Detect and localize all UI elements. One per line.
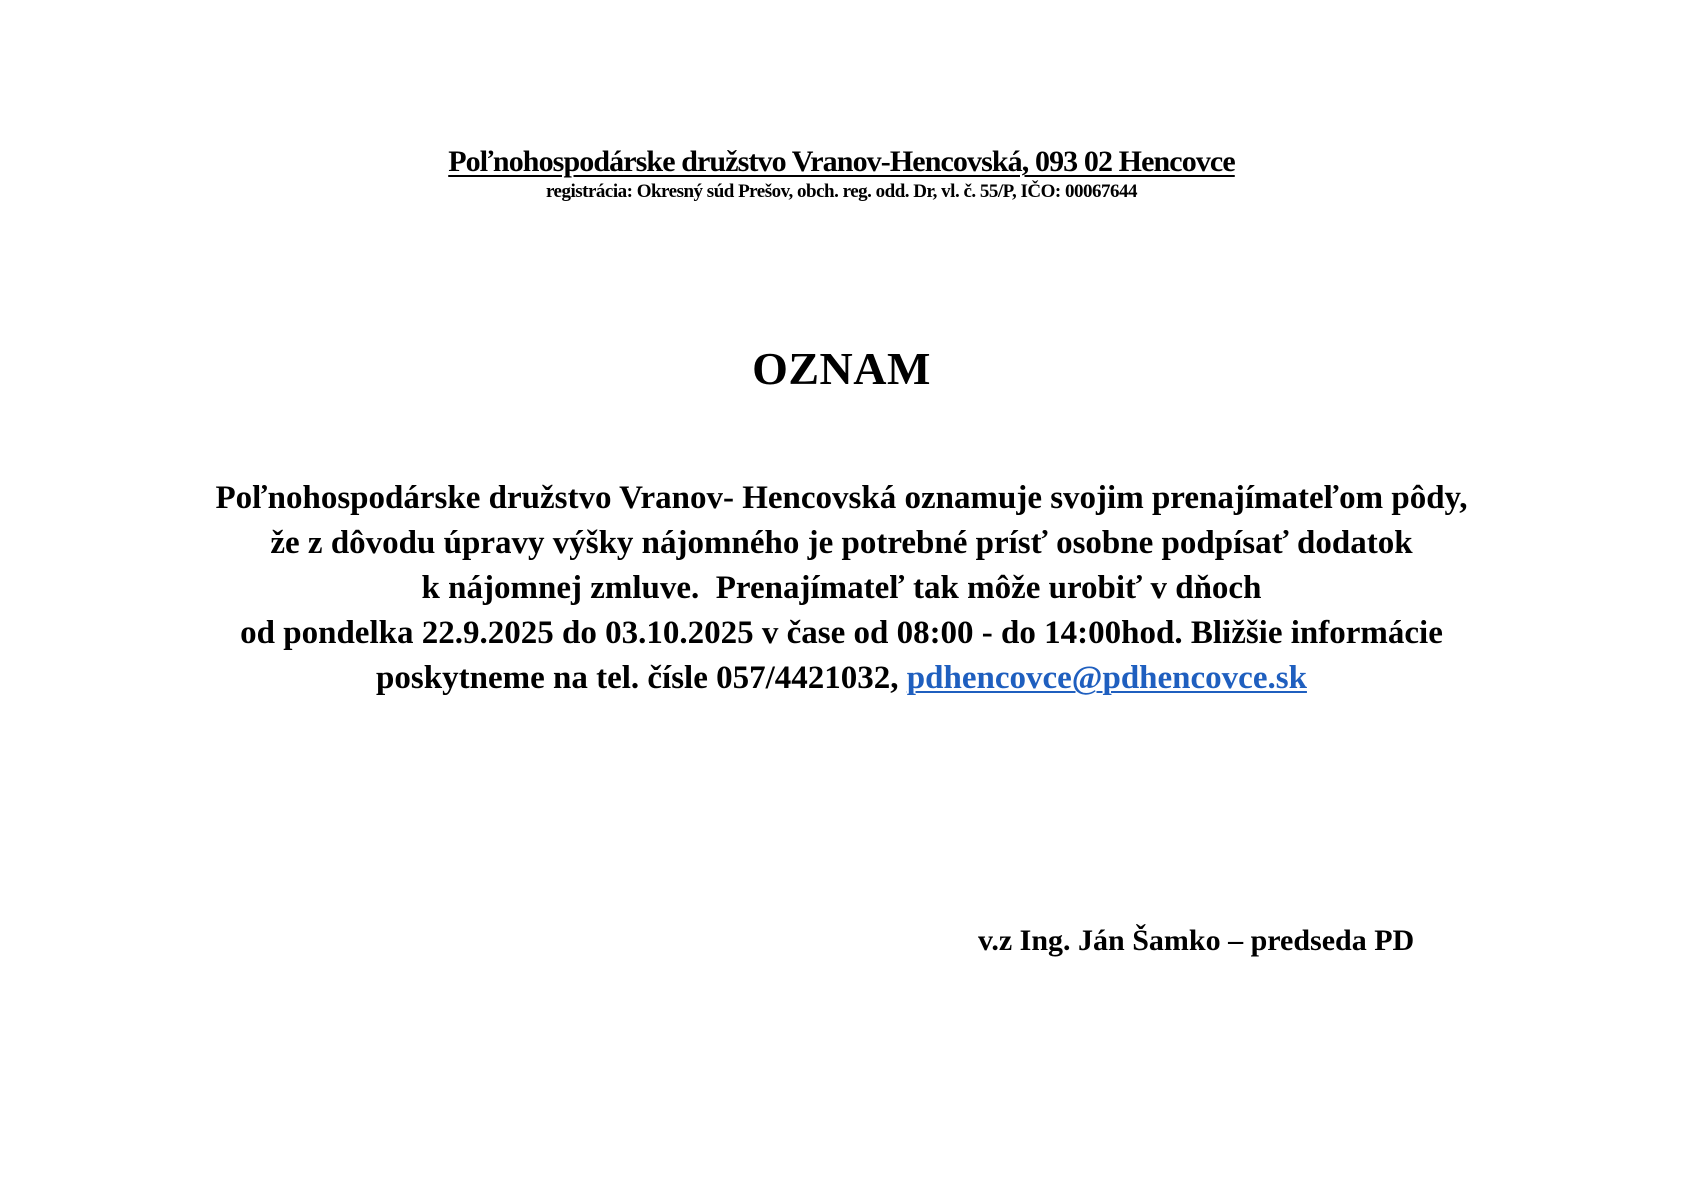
letterhead — [0, 145, 1683, 204]
email-link[interactable]: pdhencovce@pdhencovce.sk — [906, 660, 1307, 696]
signature: v.z Ing. Ján Šamko – predseda PD — [978, 924, 1415, 957]
notice-body — [0, 476, 1683, 701]
contact-phone-text: poskytneme na tel. čísle 057/4421032, — [376, 660, 907, 696]
registration-info: registrácia: Okresný súd Prešov, obch. reg. odd. Dr, vl. č. 55/P, IČO: 00067644 — [545, 181, 1138, 202]
notice-line-4: od pondelka 22.9.2025 do 03.10.2025 v čase od 08:00 - do 14:00hod. Bližšie informácie — [240, 615, 1443, 651]
notice-line-2: že z dôvodu úpravy výšky nájomného je potrebné prísť osobne podpísať dodatok — [270, 525, 1413, 561]
organization-name: Poľnohospodárske družstvo Vranov-Hencovská, 093 02 Hencovce — [448, 145, 1235, 178]
notice-line-1: Poľnohospodárske družstvo Vranov- Hencovská oznamuje svojim prenajímateľom pôdy, — [215, 480, 1468, 516]
notice-line-5 — [0, 656, 1683, 701]
notice-line-3: k nájomnej zmluve. Prenajímateľ tak môže urobiť v dňoch — [421, 570, 1262, 606]
notice-title: OZNAM — [752, 343, 931, 394]
